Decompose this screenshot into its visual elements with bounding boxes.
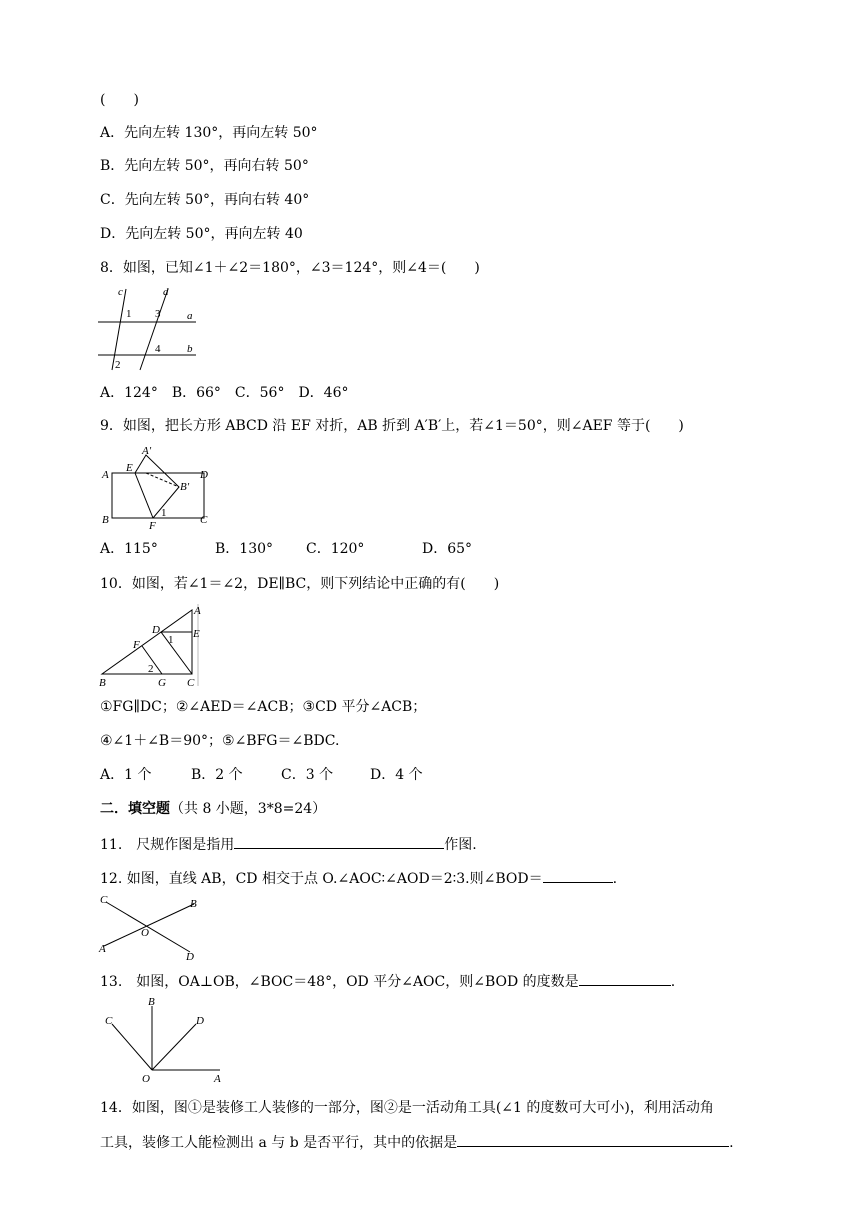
q11-text: 11. 尺规作图是指用 bbox=[100, 837, 235, 853]
q10-option-b: B．2 个 bbox=[191, 767, 243, 783]
q8-label-a: a bbox=[187, 310, 193, 322]
q12-text: 12. 如图，直线 AB，CD 相交于点 O.∠AOC∶∠AOD＝2∶3.则∠BOD＝ bbox=[100, 871, 543, 887]
q13-label-B: B bbox=[148, 996, 155, 1008]
q10-label-A: A bbox=[194, 605, 201, 617]
q10-statements-1: ①FG∥DC；②∠AED＝∠ACB；③CD 平分∠ACB； bbox=[100, 699, 427, 715]
q13-label-C: C bbox=[105, 1015, 113, 1027]
q12-label-A: A bbox=[99, 943, 106, 955]
q8-angle-4: 4 bbox=[155, 343, 161, 355]
q10-label-D: D bbox=[152, 624, 160, 636]
q9-option-c: C．120° bbox=[306, 541, 365, 557]
q8-label-b: b bbox=[187, 343, 193, 355]
q7-option-b: B．先向左转 50°，再向右转 50° bbox=[100, 158, 309, 174]
q9-label-C: C bbox=[200, 514, 208, 526]
q7-option-d: D．先向左转 50°，再向左转 40 bbox=[100, 226, 303, 242]
q12-label-D: D bbox=[186, 951, 194, 962]
q9-option-d: D．65° bbox=[422, 541, 473, 557]
q8-angle-1: 1 bbox=[126, 308, 132, 320]
q11-blank[interactable] bbox=[234, 834, 444, 849]
q13-text: 13. 如图，OA⊥OB，∠BOC＝48°，OD 平分∠AOC，则∠BOD 的度数是 bbox=[100, 974, 579, 990]
q11-end: 作图. bbox=[444, 837, 477, 853]
q13-label-A: A bbox=[214, 1073, 221, 1085]
q12-label-C: C bbox=[100, 894, 108, 906]
q10-angle-1: 1 bbox=[168, 634, 174, 646]
q9-label-Bp: B′ bbox=[180, 481, 190, 493]
q10-label-B: B bbox=[99, 677, 106, 688]
q10-option-c: C．3 个 bbox=[281, 767, 334, 783]
q8-figure bbox=[96, 284, 206, 374]
answer-paren: ( ) bbox=[100, 92, 139, 108]
q8-angle-3: 3 bbox=[155, 308, 161, 320]
q12-blank[interactable] bbox=[543, 868, 613, 883]
q9-figure bbox=[98, 444, 218, 530]
q10-label-G: G bbox=[158, 677, 166, 688]
q12-figure bbox=[96, 890, 208, 962]
q8-angle-2: 2 bbox=[115, 359, 121, 371]
q14-line-2 bbox=[100, 1132, 734, 1152]
q14-text: 工具，装修工人能检测出 a 与 b 是否平行，其中的依据是 bbox=[100, 1135, 458, 1151]
q13-label-O: O bbox=[142, 1073, 150, 1085]
q9-stem: 9．如图，把长方形 ABCD 沿 EF 对折，AB 折到 A′B′上，若∠1＝50°，则∠AEF 等于( ) bbox=[100, 418, 684, 434]
q13-label-D: D bbox=[196, 1015, 204, 1027]
q9-label-D: D bbox=[200, 469, 208, 481]
q10-statements-2: ④∠1＋∠B＝90°；⑤∠BFG＝∠BDC. bbox=[100, 733, 340, 749]
q9-option-a: A．115° bbox=[100, 541, 158, 557]
q10-option-d: D．4 个 bbox=[370, 767, 423, 783]
q10-label-C: C bbox=[187, 677, 195, 688]
q11 bbox=[100, 834, 477, 854]
section-2-title: 二．填空题 bbox=[100, 801, 170, 817]
q10-stem: 10．如图，若∠1＝∠2，DE∥BC，则下列结论中正确的有( ) bbox=[100, 576, 500, 592]
q14-blank[interactable] bbox=[457, 1132, 729, 1147]
q7-option-a: A．先向左转 130°，再向左转 50° bbox=[100, 125, 318, 141]
q10-angle-2: 2 bbox=[148, 663, 154, 675]
q13-blank[interactable] bbox=[579, 971, 671, 986]
section-2-heading bbox=[100, 800, 326, 818]
q10-figure bbox=[98, 602, 208, 688]
q7-option-c: C．先向左转 50°，再向右转 40° bbox=[100, 192, 310, 208]
q9-label-A: A bbox=[102, 469, 109, 481]
q9-angle-1: 1 bbox=[161, 507, 167, 519]
q8-options: A．124° B．66° C．56° D．46° bbox=[100, 385, 349, 401]
q9-label-Ap: A′ bbox=[142, 445, 152, 457]
q12-label-B: B bbox=[190, 898, 197, 910]
q13-figure bbox=[100, 994, 228, 1086]
q8-stem: 8．如图，已知∠1＋∠2＝180°，∠3＝124°，则∠4＝( ) bbox=[100, 260, 480, 276]
q12-end: . bbox=[612, 871, 618, 887]
q8-label-d: d bbox=[163, 286, 169, 298]
q9-option-b: B．130° bbox=[215, 541, 274, 557]
q14-end: . bbox=[729, 1135, 734, 1151]
q10-label-F: F bbox=[133, 639, 140, 651]
q9-label-E: E bbox=[126, 462, 133, 474]
q9-label-B: B bbox=[102, 514, 109, 526]
section-2-note: （共 8 小题，3*8=24） bbox=[170, 801, 327, 817]
q8-label-c: c bbox=[118, 286, 123, 298]
q13-end: . bbox=[670, 974, 676, 990]
q12 bbox=[100, 868, 617, 888]
q13 bbox=[100, 971, 675, 991]
q10-option-a: A．1 个 bbox=[100, 767, 152, 783]
q14-line-1: 14．如图，图①是装修工人装修的一部分，图②是一活动角工具(∠1 的度数可大可小)，利用活动角 bbox=[100, 1100, 714, 1116]
q9-label-F: F bbox=[149, 520, 156, 530]
q12-label-O: O bbox=[141, 927, 149, 939]
q10-label-E: E bbox=[193, 628, 200, 640]
